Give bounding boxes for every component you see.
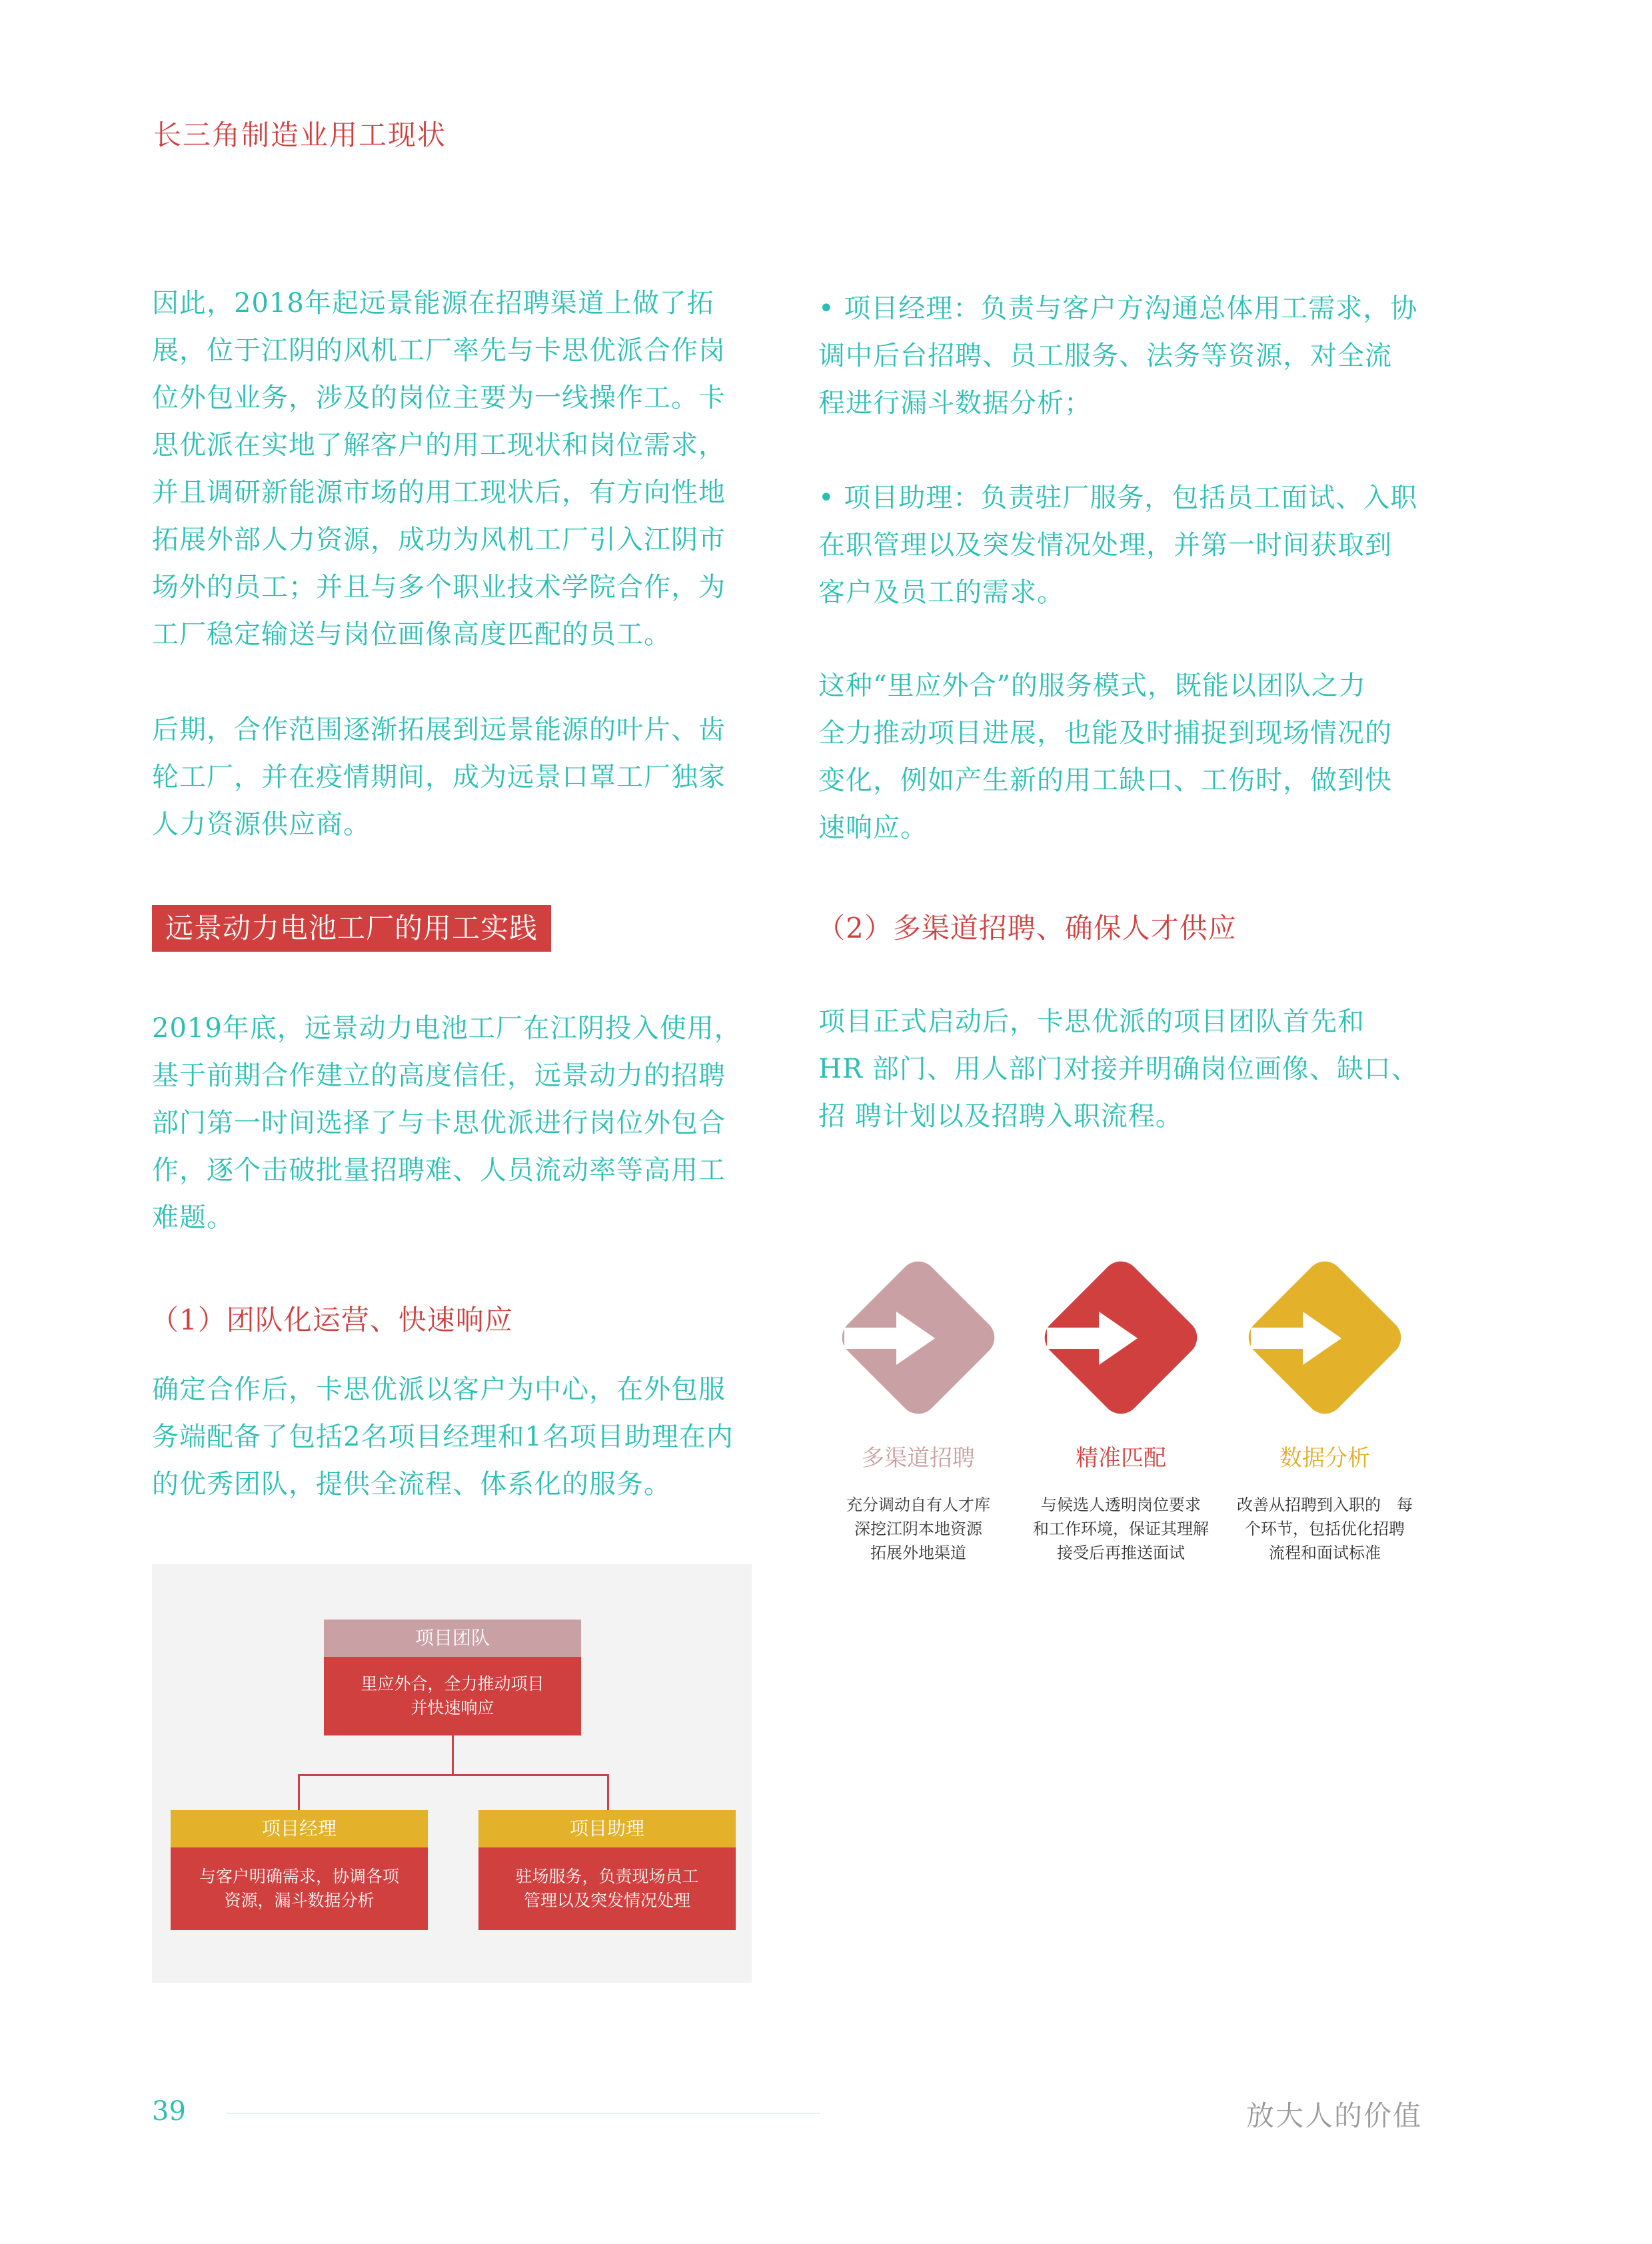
org-node-assistant-title: 项目助理 (478, 1810, 736, 1847)
arrow-right-icon (1241, 1254, 1408, 1421)
step-diamond (835, 1254, 1002, 1421)
org-node-team-title: 项目团队 (324, 1620, 581, 1657)
org-node-manager (171, 1810, 428, 1930)
org-node-manager-title: 项目经理 (171, 1810, 428, 1847)
step-diamond (1241, 1254, 1408, 1421)
footer-divider (227, 2113, 820, 2114)
paragraph-battery-factory: 2019年底，远景动力电池工厂在江阴投入使用， 基于前期合作建立的高度信任，远景动力的招聘 部门第一时间选择了与卡思优派进行岗位外包合 作，逐个击破批量招聘难、人员流动率等高用工 难题。 (152, 1013, 742, 1233)
org-node-team (324, 1620, 581, 1735)
arrow-right-icon (1038, 1254, 1204, 1421)
step-diamond (1038, 1254, 1204, 1421)
section-tag: 远景动力电池工厂的用工实践 (152, 905, 551, 952)
arrow-right-icon (835, 1254, 1002, 1421)
subheading-team-operation: （1）团队化运营、快速响应 (151, 1304, 513, 1336)
running-header: 长三角制造业用工现状 (153, 119, 447, 151)
connector-line (298, 1774, 300, 1810)
page-number: 39 (152, 2096, 186, 2127)
step-description: 与候选人透明岗位要求 和工作环境，保证其理解 接受后再推送面试 (1033, 1496, 1209, 1562)
org-node-team-body: 里应外合，全力推动项目 并快速响应 (324, 1657, 581, 1735)
org-node-manager-body: 与客户明确需求，协调各项 资源，漏斗数据分析 (171, 1847, 428, 1930)
step-label: 多渠道招聘 (862, 1445, 975, 1472)
step-label: 数据分析 (1279, 1445, 1370, 1472)
bullet-project-manager: • 项目经理：负责与客户方沟通总体用工需求，协 调中后台招聘、员工服务、法务等资源，对全流 程进行漏斗数据分析； (818, 293, 1418, 419)
connector-line (607, 1774, 609, 1810)
paragraph-channel-expansion: 因此，2018年起远景能源在招聘渠道上做了拓 展，位于江阴的风机工厂率先与卡思优派合作岗 位外包业务，涉及的岗位主要为一线操作工。卡 思优派在实地了解客户的用工现状和岗位需求， 并且调研新能源市场的用工现状后，有方向性地 拓展外部人力资源，成功为风机工厂引入江阴市 场外的员工；并且与多个职业技术学院合作，为 工厂稳定输送与岗位画像高度匹配的员工。 (152, 288, 726, 650)
step-description: 改善从招聘到入职的 每 个环节，包括优化招聘 流程和面试标准 (1237, 1496, 1413, 1562)
paragraph-service-model: 这种“里应外合”的服务模式，既能以团队之力 全力推动项目进展，也能及时捕捉到现场情况的 变化，例如产生新的用工缺口、工伤时，做到快 速响应。 (818, 670, 1392, 843)
paragraph-later-cooperation: 后期，合作范围逐渐拓展到远景能源的叶片、齿 轮工厂，并在疫情期间，成为远景口罩工厂独家 人力资源供应商。 (152, 714, 726, 840)
paragraph-team-setup: 确定合作后，卡思优派以客户为中心，在外包服 务端配备了包括2名项目经理和1名项目助理在内 的优秀团队，提供全流程、体系化的服务。 (152, 1374, 734, 1500)
org-node-assistant (478, 1810, 736, 1930)
org-node-assistant-body: 驻场服务，负责现场员工 管理以及突发情况处理 (478, 1847, 736, 1930)
bullet-project-assistant: • 项目助理：负责驻厂服务，包括员工面试、入职 在职管理以及突发情况处理，并第一时间获取到 客户及员工的需求。 (818, 483, 1418, 608)
subheading-multichannel: （2）多渠道招聘、确保人才供应 (817, 912, 1237, 944)
footer-tagline: 放大人的价值 (1246, 2099, 1423, 2132)
step-label: 精准匹配 (1076, 1445, 1166, 1472)
connector-line (298, 1774, 609, 1776)
connector-line (452, 1735, 454, 1775)
paragraph-project-launch: 项目正式启动后，卡思优派的项目团队首先和 HR 部门、用人部门对接并明确岗位画像、缺口、 招 聘计划以及招聘入职流程。 (818, 1006, 1419, 1132)
step-description: 充分调动自有人才库 深挖江阴本地资源 拓展外地渠道 (846, 1496, 990, 1562)
